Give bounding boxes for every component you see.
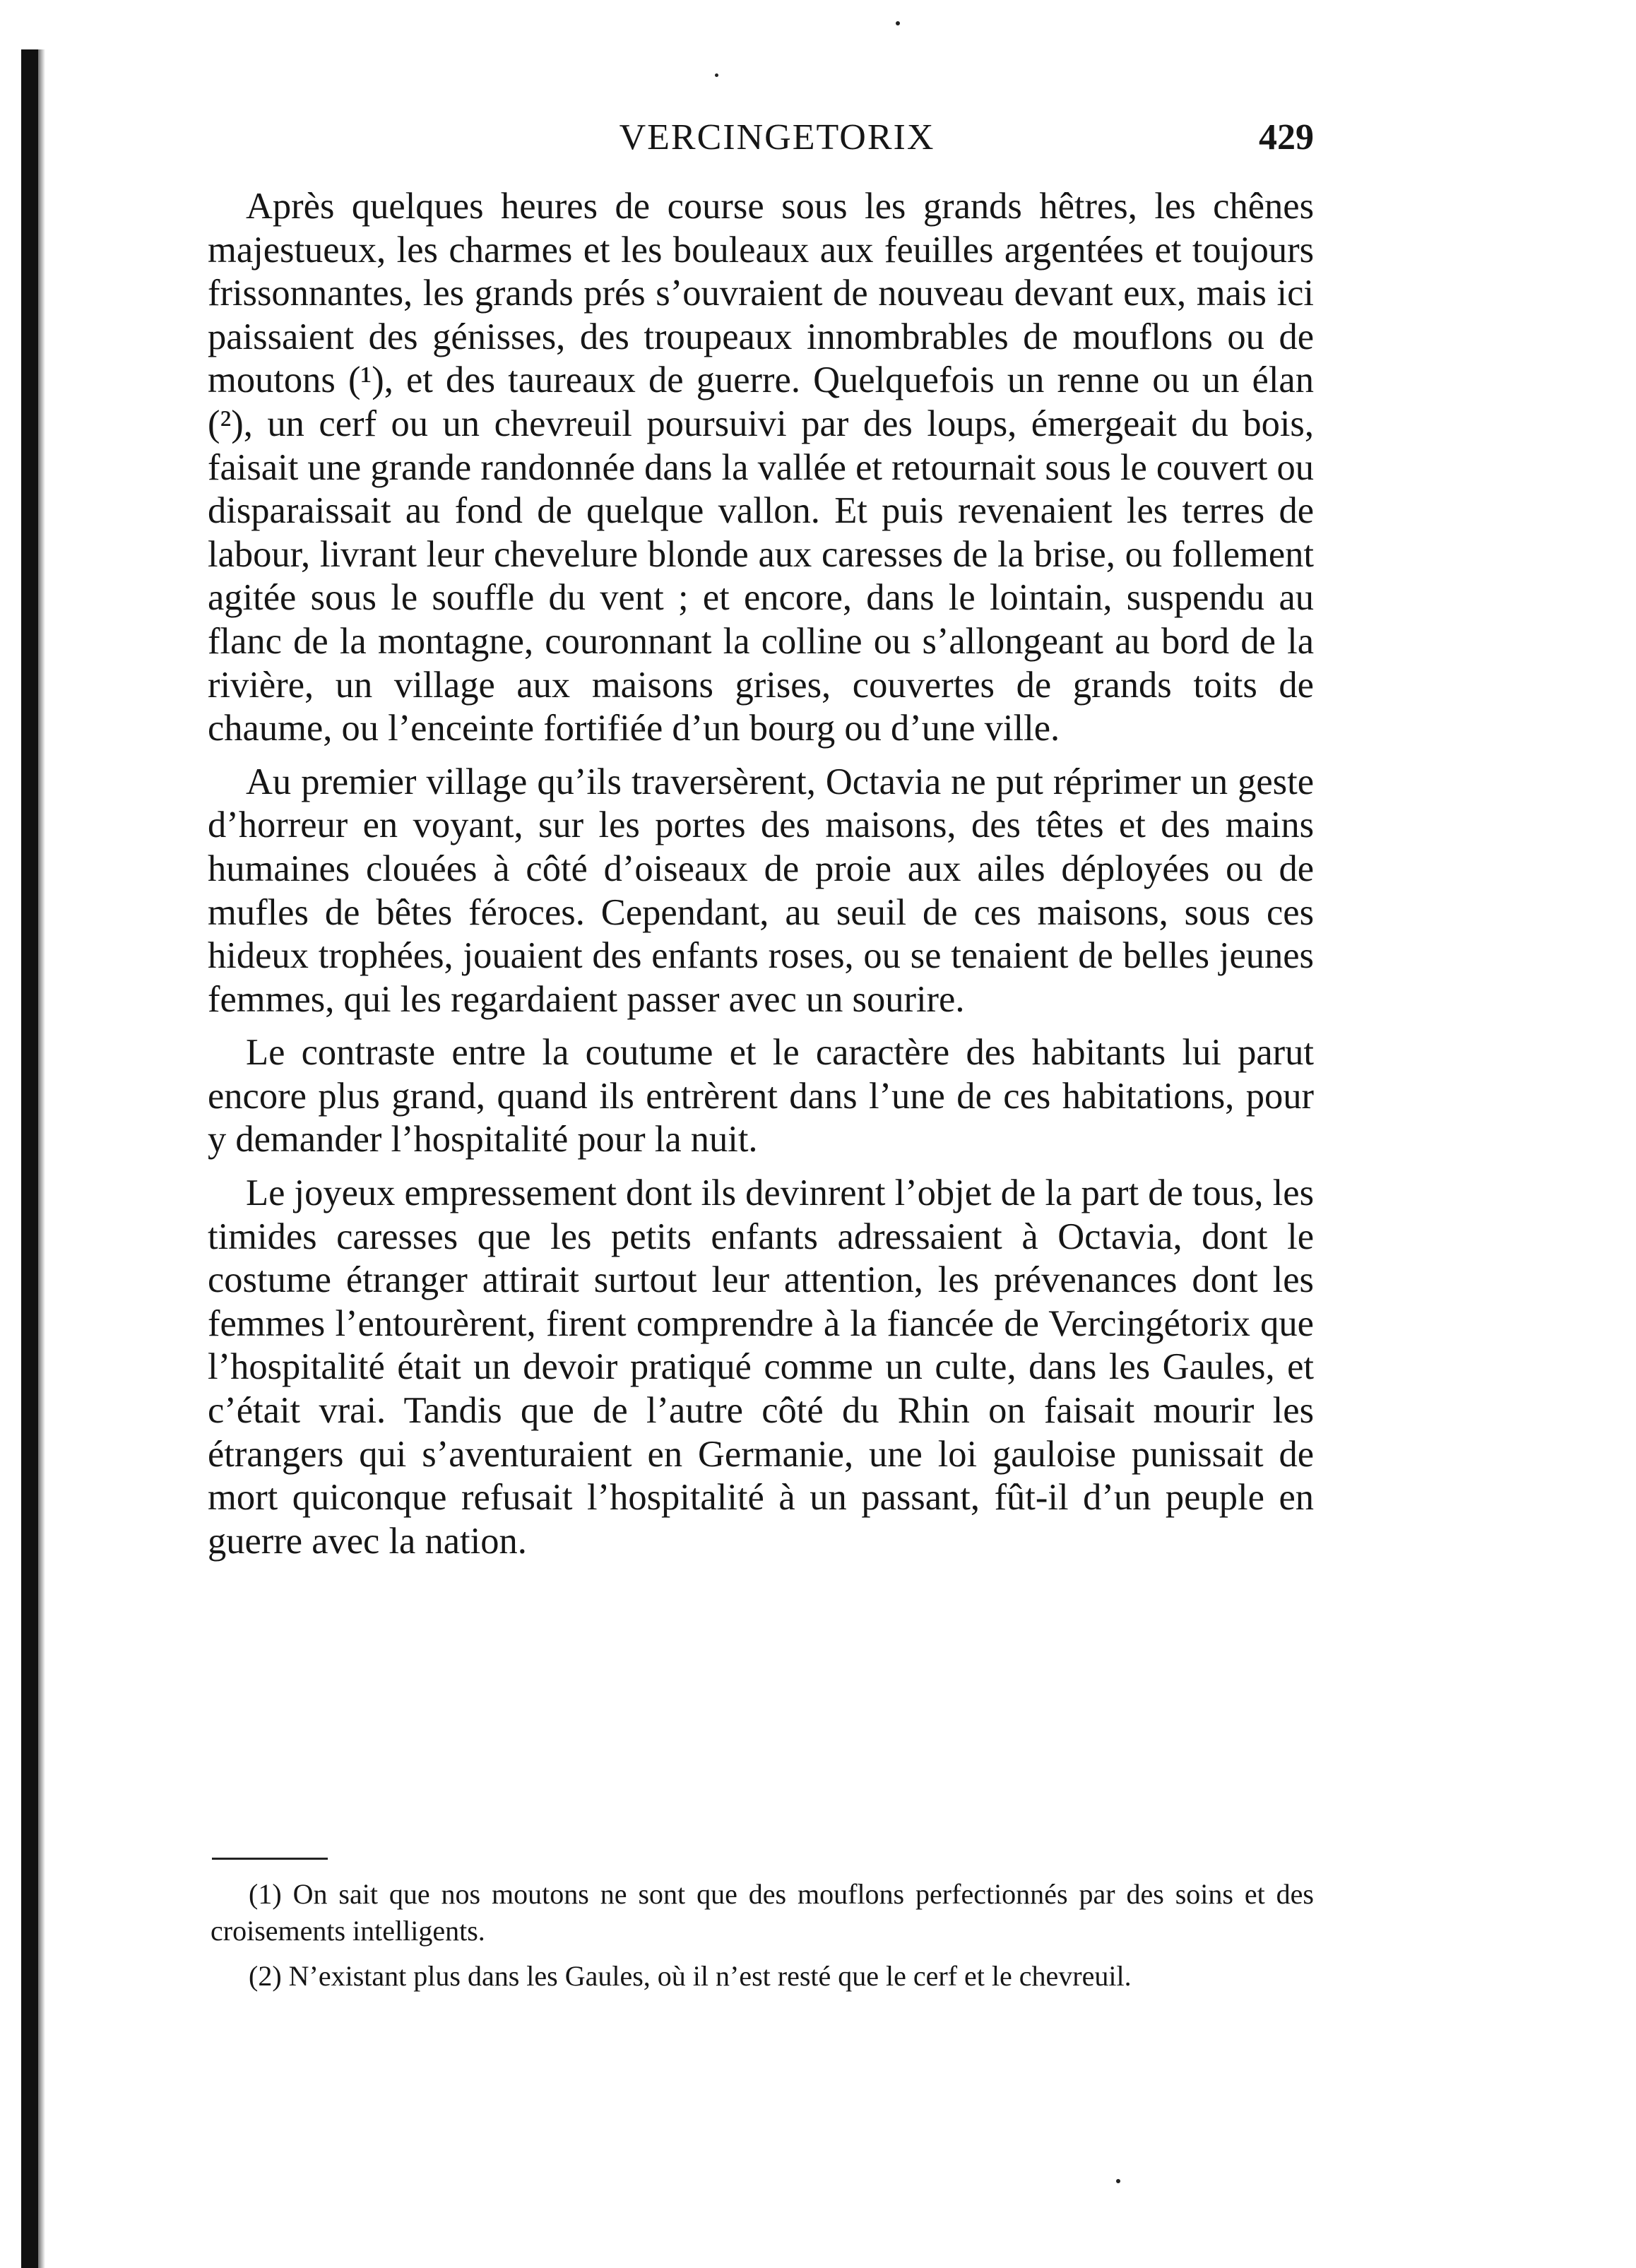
footnote-rule [212, 1858, 328, 1860]
running-title: VERCINGETORIX [619, 117, 935, 158]
paragraph: Après quelques heures de course sous les grands hêtres, les chênes majestueux, les charmes et les bouleaux aux feuilles argentées et toujours frissonnantes, les grands prés s’ouvraient de nouveau devant eux, mais ici paissaient des génisses, des troupeaux innombrables de mouflons ou de moutons (¹), et des taureaux de guerre. Quelquefois un renne ou un élan (²), un cerf ou un chevreuil poursuivi par des loups, émergeait du bois, faisait une grande randonnée dans la vallée et retournait sous le couvert ou disparaissait au fond de quelque vallon. Et puis revenaient les terres de labour, livrant leur chevelure blonde aux caresses de la brise, ou follement agitée sous le souffle du vent ; et encore, dans le lointain, suspendu au flanc de la montagne, couronnant la colline ou s’allongeant au bord de la rivière, un village aux maisons grises, couvertes de grands toits de chaume, ou l’enceinte fortifiée d’un bourg ou d’une ville. [208, 186, 1314, 749]
scan-speck [715, 73, 718, 77]
page-binding-edge [21, 49, 38, 2268]
scan-speck [1116, 2179, 1120, 2183]
paragraph: Le joyeux empressement dont ils devinrent l’objet de la part de tous, les timides caresses que les petits enfants adressaient à Octavia, dont le costume étranger attirait surtout leur attention, les prévenances dont les femmes l’entourèrent, firent comprendre à la fiancée de Vercingétorix que l’hospitalité était un devoir pratiqué comme un culte, dans les Gaules, et c’était vrai. Tandis que de l’autre côté du Rhin on faisait mourir les étrangers qui s’aventuraient en Germanie, une loi gauloise punissait de mort quiconque refusait l’hospitalité à un passant, fût-il d’un peuple en guerre avec la nation. [208, 1172, 1314, 1562]
paragraph: Le contraste entre la coutume et le caractère des habitants lui parut encore plus grand, quand ils entrèrent dans l’une de ces habitations, pour y demander l’hospitalité pour la nuit. [208, 1032, 1314, 1160]
scan-speck [896, 21, 900, 25]
paragraph: Au premier village qu’ils traversèrent, Octavia ne put réprimer un geste d’horreur en voyant, sur les portes des maisons, des têtes et des mains humaines clouées à côté d’oiseaux de proie aux ailes déployées ou de mufles de bêtes féroces. Cependant, au seuil de ces maisons, sous ces hideux trophées, jouaient des enfants roses, ou se tenaient de belles jeunes femmes, qui les regardaient passer avec un sourire. [208, 761, 1314, 1020]
page-number: 429 [1259, 117, 1314, 158]
body-text [208, 185, 1314, 1573]
footnote: (2) N’existant plus dans les Gaules, où il n’est resté que le cerf et le chevreuil. [249, 1960, 1132, 1992]
footnote: (1) On sait que nos moutons ne sont que des mouflons perfectionnés par des soins et des croisements intelligents. [211, 1878, 1314, 1947]
running-head [240, 113, 1314, 162]
footnotes [211, 1876, 1314, 2003]
